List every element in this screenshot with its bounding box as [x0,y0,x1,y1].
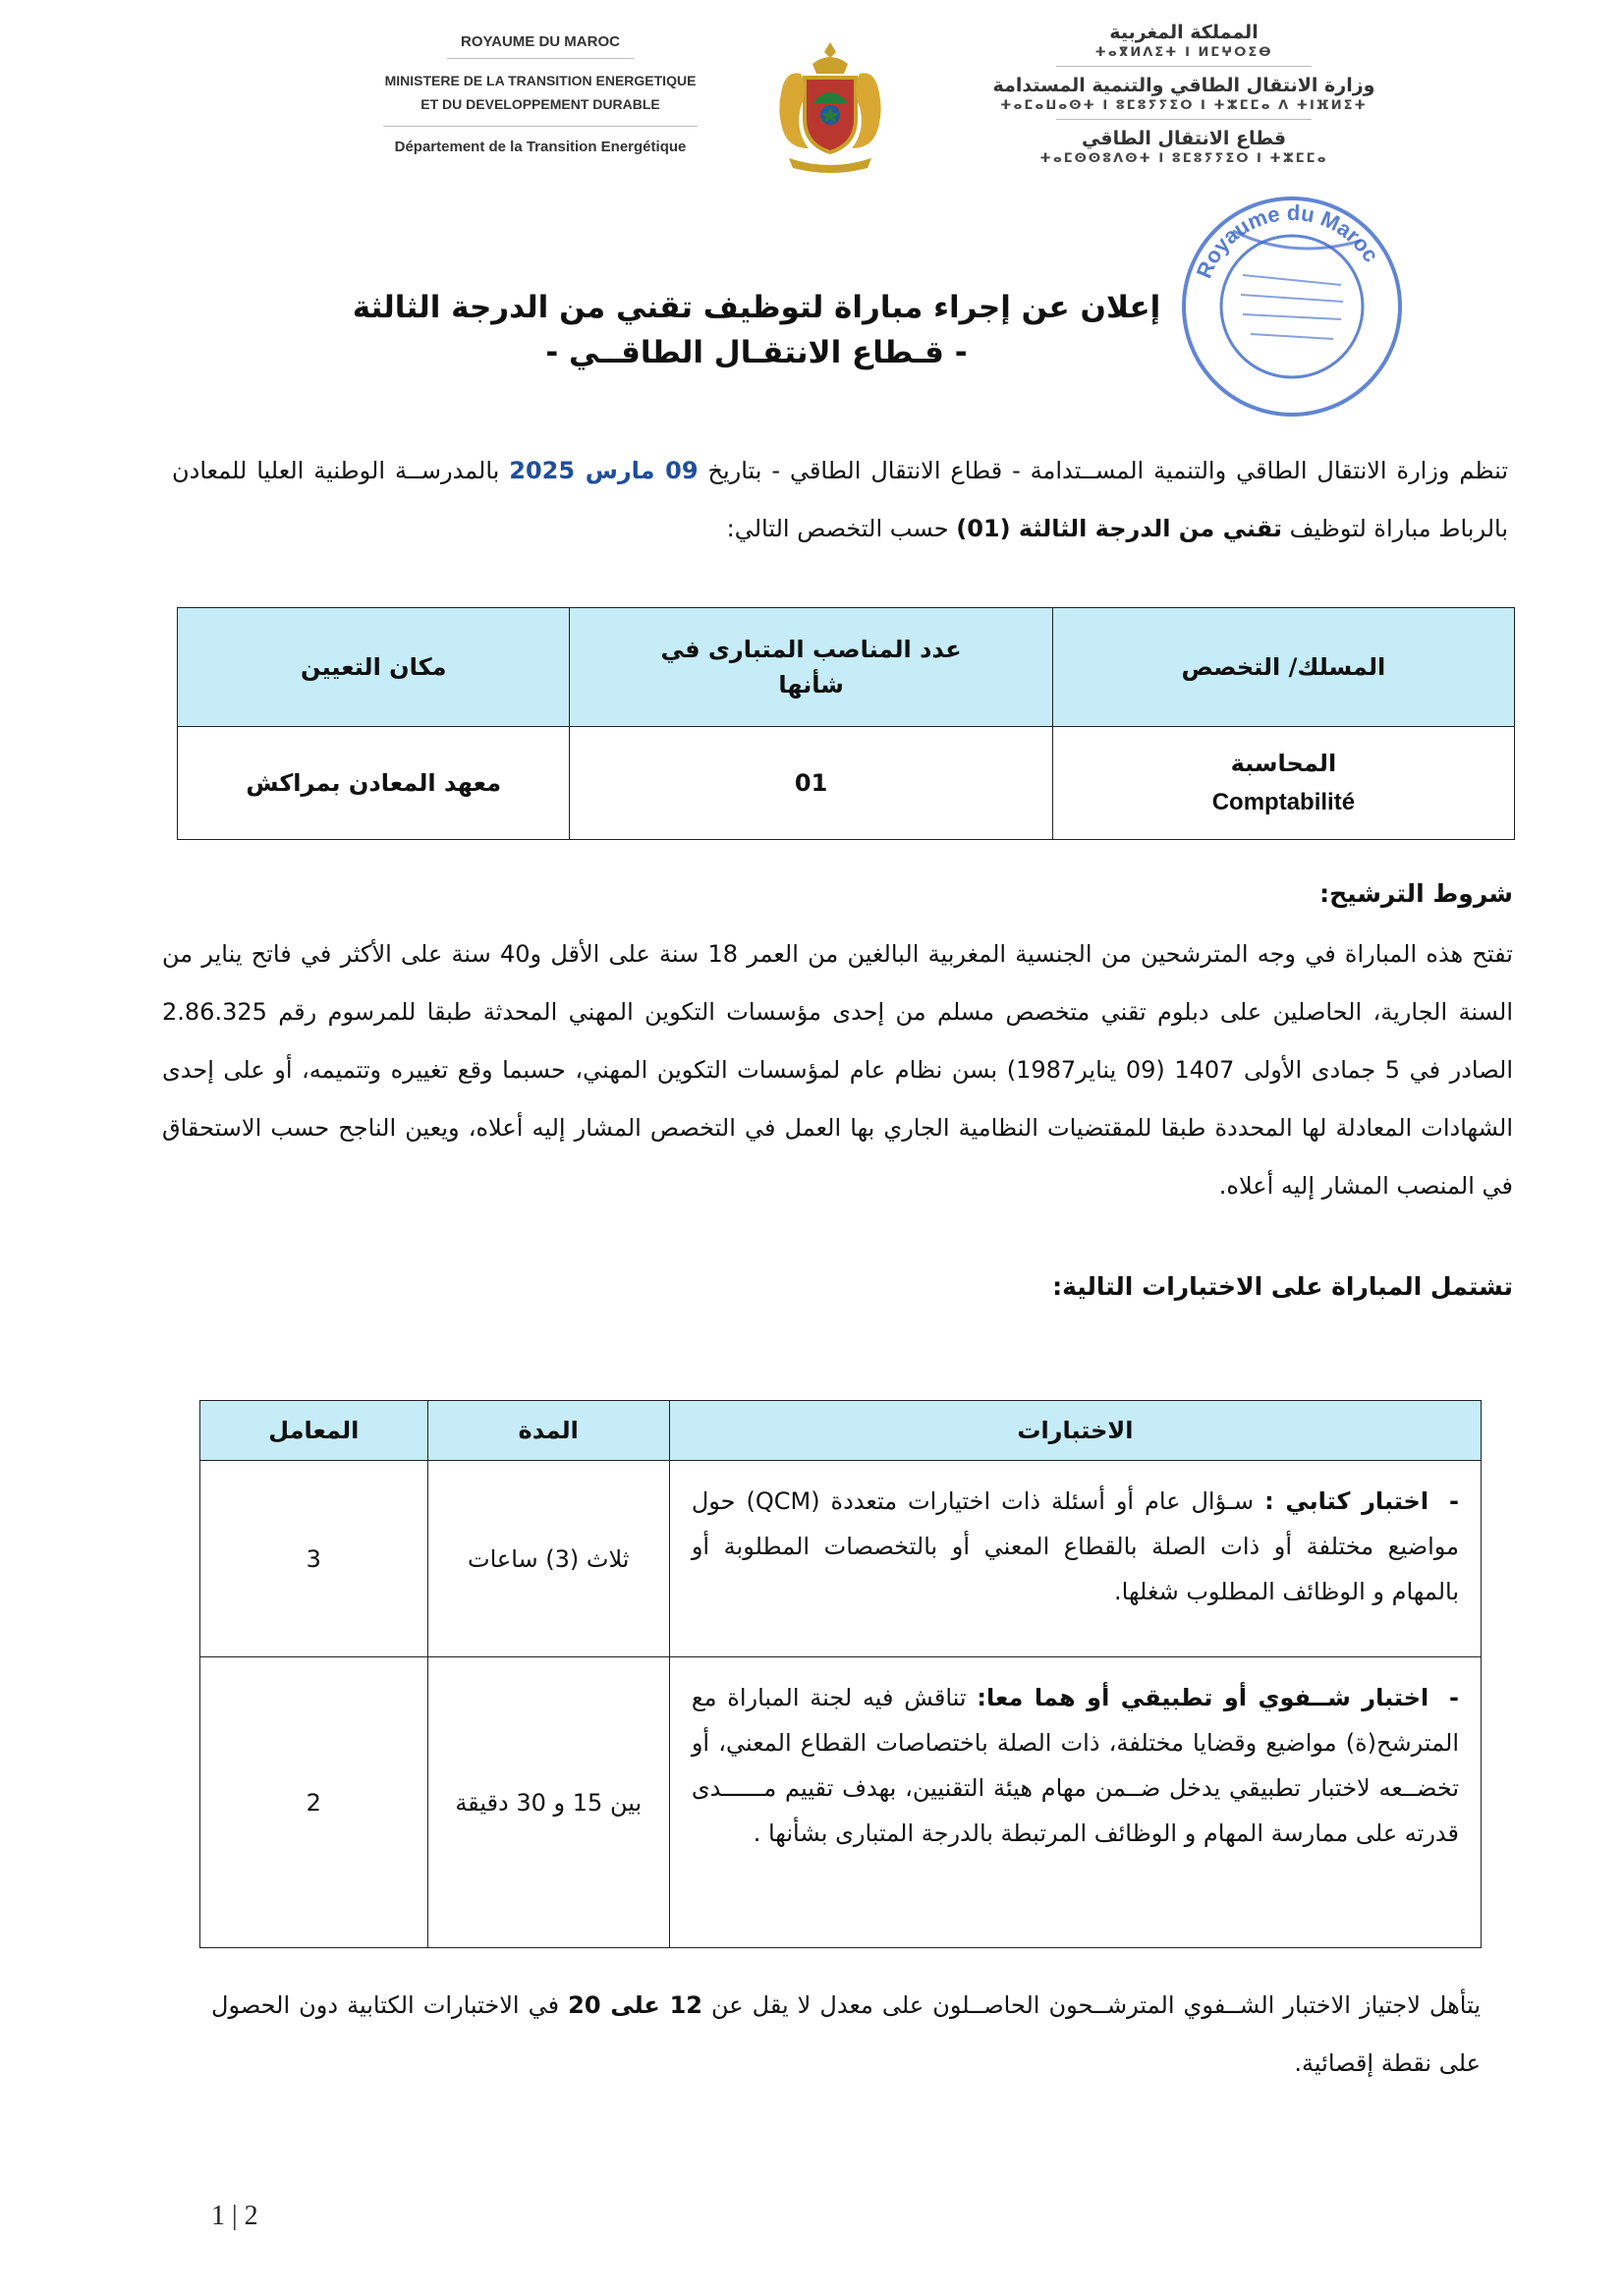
test-description: - اختبار شــفوي أو تطبيقي أو هما معا: تناقش فيه لجنة المباراة مع المترشح(ة) مواضيع وقضايا مختلفة، ذات الصلة باختصاصات القطاع المعني، أو تخضــعه لاختبار تطبيقي يدخل ضــمن مهام هيئة التقنيين، بهدف تقييم مــــــدى قدرته على ممارسة المهام و الوظائف المرتبطة بالدرجة المتبارى بشأنها . [669,1657,1481,1948]
header-location: مكان التعيين [178,608,570,727]
test-duration: ثلاث (3) ساعات [427,1461,669,1657]
intro-text-3: حسب التخصص التالي: [726,515,949,542]
specialty-ar: المحاسبة [1230,750,1337,777]
exam-date: 09 مارس 2025 [509,457,699,484]
page-number: 1 | 2 [211,2201,258,2231]
sector-ar: قطاع الانتقال الطاقي [1081,128,1287,149]
conditions-heading: شروط الترشيح: [1319,879,1513,908]
test-text: سـؤال عام أو أسئلة ذات اختيارات متعددة (QCM) حول مواضيع مختلفة أو ذات الصلة بالقطاع المعني أو بالتخصصات المطلوبة أو بالمهام و الوظائف المطلوب شغلها. [691,1487,1459,1605]
minimum-score: 12 على 20 [568,1991,702,2019]
position-grade: تقني من الدرجة الثالثة (01) [956,515,1282,542]
department-fr: Département de la Transition Energétique [394,139,687,155]
tests-heading: تشتمل المباراة على الاختبارات التالية: [1052,1272,1513,1301]
announcement-title [295,285,1218,375]
specialty-fr: Comptabilité [1211,789,1356,815]
title-line-2: - قـطاع الانتقـال الطاقــي - [545,335,968,370]
header-tests: الاختبارات [669,1401,1481,1461]
test-title: اختبار كتابي : [1264,1487,1429,1515]
header-coefficient: المعامل [200,1401,428,1461]
cell-count: 01 [570,727,1052,840]
conditions-paragraph: تفتح هذه المباراة في وجه المترشحين من الجنسية المغربية البالغين من العمر 18 سنة على الأقل و40 سنة على الأكثر في فاتح يناير من السنة الجارية، الحاصلين على دبلوم تقني متخصص مسلم من إحدى مؤسسات التكوين المهني المحدثة طبقا للمرسوم رقم 2.86.325 الصادر في 5 جمادى الأولى 1407 (09 يناير1987) بسن نظام عام لمؤسسات التكوين المهني، حسبما وقع تغييره وتتميمه، أو على إحدى الشهادات المعادلة لها المحددة طبقا للمقتضيات النظامية الجاري بها العمل في التخصص المشار إليه أعلاه، ويعين الناجح حسب الاستحقاق في المنصب المشار إليه أعلاه. [162,940,1513,1200]
intro-text-2: بالمدرســة الوطنية العليا للمعادن بالرباط مباراة لتوظيف [172,457,1508,542]
positions-table [177,607,1515,840]
table-row [200,1461,1482,1657]
tests-header-row [200,1401,1482,1461]
closing-text-1: يتأهل لاجتياز الاختبار الشــفوي المترشــحون الحاصــلون على معدل لا يقل عن [711,1991,1481,2019]
cell-location: معهد المعادن بمراكش [178,727,570,840]
test-coefficient: 2 [200,1657,428,1948]
header-duration: المدة [427,1401,669,1461]
tests-table [199,1400,1482,1948]
table-row [200,1657,1482,1948]
stamp-text: Royaume du Maroc [1191,199,1384,282]
intro-paragraph [172,442,1508,558]
cell-specialty [1052,727,1514,840]
header-arabic [973,22,1395,172]
header-french [314,33,766,155]
ministry-ar: وزارة الانتقال الطاقي والتنمية المستدامة [992,75,1375,96]
ministry-tz: ⵜⴰⵎⴰⵡⴰⵙⵜ ⵏ ⵓⵎⵓⵢⵢⵉⵔ ⵏ ⵜⵣⵎⵎⴰ ⴷ ⵜⵏⴼⵍⵉⵜ [1000,98,1368,113]
header-specialty: المسلك/ التخصص [1052,608,1514,727]
kingdom-ar: المملكة المغربية [1109,22,1259,43]
kingdom-tz: ⵜⴰⴳⵍⴷⵉⵜ ⵏ ⵍⵎⵖⵔⵉⴱ [1094,45,1273,60]
title-line-1: إعلان عن إجراء مباراة لتوظيف تقني من الدرجة الثالثة [352,290,1161,325]
coat-of-arms-icon [771,34,889,182]
test-title: اختبار شــفوي أو تطبيقي أو هما معا: [977,1684,1429,1711]
kingdom-fr: ROYAUME DU MAROC [447,33,634,59]
intro-text-1: تنظم وزارة الانتقال الطاقي والتنمية المســتدامة - قطاع الانتقال الطاقي - بتاريخ [707,457,1509,484]
ministry-fr: MINISTERE DE LA TRANSITION ENERGETIQUE ET DU DEVELOPPEMENT DURABLE [383,69,698,127]
test-duration: بين 15 و 30 دقيقة [427,1657,669,1948]
test-coefficient: 3 [200,1461,428,1657]
test-description: - اختبار كتابي : سـؤال عام أو أسئلة ذات اختيارات متعددة (QCM) حول مواضيع مختلفة أو ذات الصلة بالقطاع المعني أو بالتخصصات المطلوبة أو بالمهام و الوظائف المطلوب شغلها. [669,1461,1481,1657]
closing-paragraph [211,1977,1481,2093]
test-text: تناقش فيه لجنة المباراة مع المترشح(ة) مواضيع وقضايا مختلفة، ذات الصلة باختصاصات القطاع المعني، أو تخضــعه لاختبار تطبيقي يدخل ضــمن مهام هيئة التقنيين، بهدف تقييم مــــــدى قدرته على ممارسة المهام و الوظائف المرتبطة بالدرجة المتبارى بشأنها . [691,1684,1459,1847]
header-count: عدد المناصب المتبارى في شأنها [570,608,1052,727]
table-header-row [178,608,1515,727]
table-row [178,727,1515,840]
sector-tz: ⵜⴰⵎⵙⵙⵓⴷⵙⵜ ⵏ ⵓⵎⵓⵢⵢⵉⵔ ⵏ ⵜⵣⵎⵎⴰ [1039,151,1328,166]
closing-text-2: في الاختبارات الكتابية دون الحصول على نقطة إقصائية. [211,1991,1481,2077]
